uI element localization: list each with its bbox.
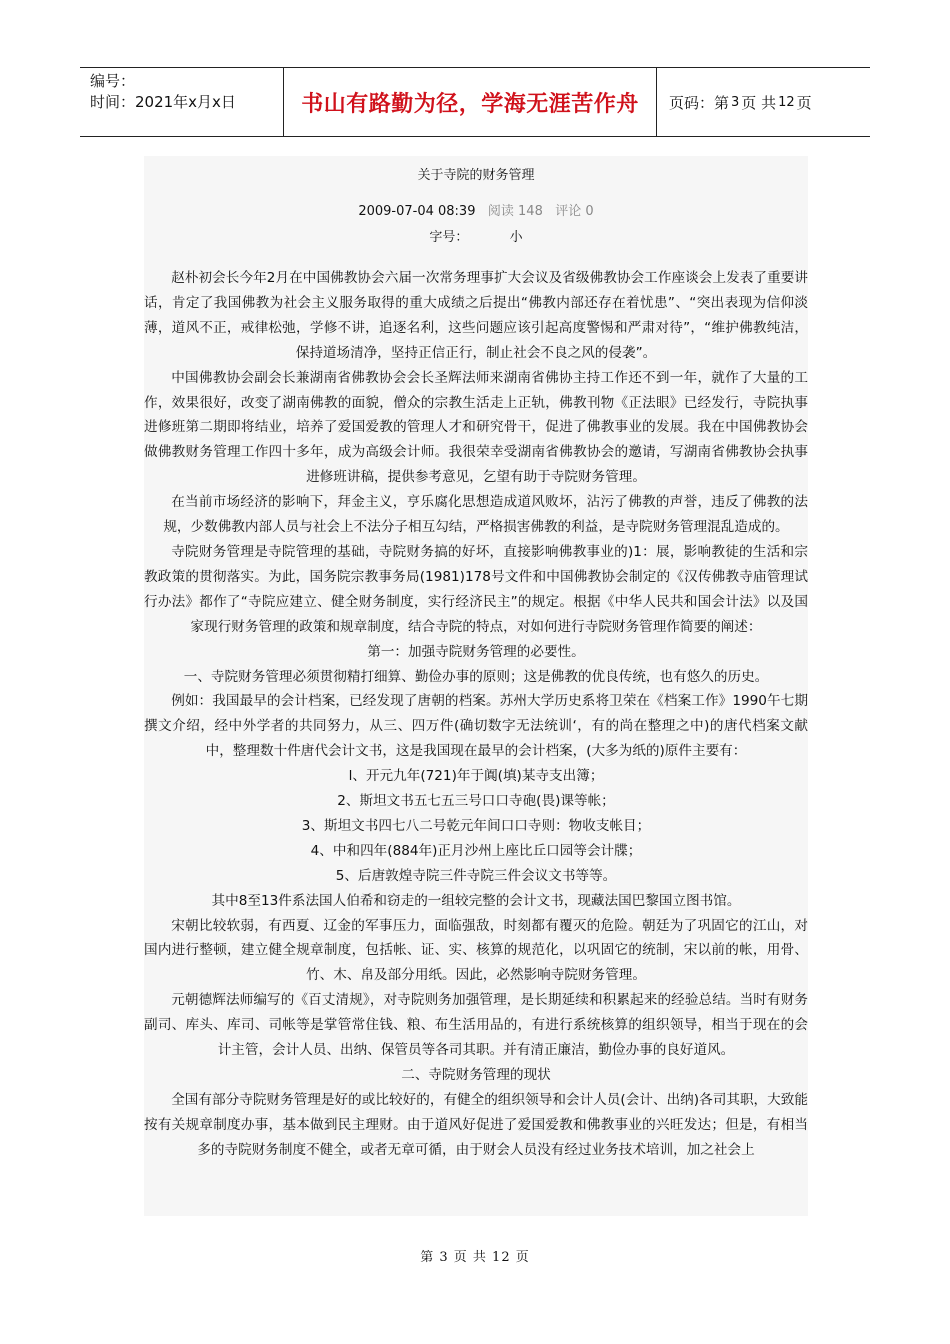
read-count[interactable]: 阅读 148: [487, 204, 543, 219]
document-header: [80, 67, 870, 137]
page-label: 页码：第: [669, 93, 730, 112]
paragraph: 一、寺院财务管理必须贯彻精打细算、勤俭办事的原则；这是佛教的优良传统，也有悠久的历史。: [183, 668, 769, 685]
article-date: 2009-07-04 08:39: [358, 204, 476, 219]
font-size-label: 字号：: [429, 230, 469, 245]
article-panel: [144, 156, 808, 1216]
page-footer: 第 3 页 共 12 页: [420, 1250, 530, 1265]
page-mid: 页 共: [741, 93, 777, 112]
font-size-control: [144, 226, 808, 245]
paragraph: 元朝德辉法师编写的《百丈清规》，对寺院则务加强管理，是长期延续和积累起来的经验总结。当时有财务副司、库头、库司、司帐等是掌管常住钱、粮、布生活用品的，有进行系统核算的组织领导，相当于现在的会计主管，会计人员、出纳、保管员等各司其职。并有清正廉洁，勤俭办事的良好道风。: [144, 992, 808, 1059]
paragraph: 中国佛教协会副会长兼湖南省佛教协会会长圣辉法师来湖南省佛协主持工作还不到一年，就作了大量的工作，效果很好，改变了湖南佛教的面貌，僧众的宗教生活走上正轨，佛教刊物《正法眼》已经发行，寺院执事进修班第二期即将结业，培养了爱国爱教的管理人才和研究骨干，促进了佛教事业的发展。我在中国佛教协会做佛教财务管理工作四十多年，成为高级会计师。我很荣幸受湖南省佛教协会的邀请，写湖南省佛教协会执事进修班讲稿，提供参考意见，乞望有助于寺院财务管理。: [144, 369, 808, 486]
page-total: 12: [778, 94, 795, 110]
header-info: [80, 68, 284, 136]
paragraph: 例如：我国最早的会计档案，已经发现了唐朝的档案。苏州大学历史系将卫荣在《档案工作》1990午七期撰文介绍，经中外学者的共同努力，从三、四万件(确切数字无法统训‘，有的尚在整理之中)的唐代档案文献中，整理数十件唐代会计文书，这是我国现在最早的会计档案，(大多为纸的)原件主要有：: [144, 693, 808, 760]
page-indicator: [657, 68, 870, 136]
list-item: 4、中和四年(884年)正月沙州上座比丘口园等会计牒；: [310, 842, 642, 859]
time-label: 时间：2021年x月x日: [90, 93, 236, 111]
list-item: 3、斯坦文书四七八二号乾元年间口口寺则：物收支帐目；: [301, 817, 651, 834]
section-heading: 第一：加强寺院财务管理的必要性。: [367, 643, 585, 660]
paragraph: 赵朴初会长今年2月在中国佛教协会六届一次常务理事扩大会议及省级佛教协会工作座谈会上发表了重要讲话，肯定了我国佛教为社会主义服务取得的重大成绩之后提出“佛教内部还存在着忧患”、“突出表现为信仰淡薄，道风不正，戒律松弛，学修不讲，追逐名利，这些问题应该引起高度警惕和严肃对待”，“维护佛教纯洁，保持道场清净，坚持正信正行，制止社会不良之风的侵袭”。: [144, 270, 808, 361]
motto: 书山有路勤为径，学海无涯苦作舟: [284, 68, 657, 136]
number-label: 编号：: [90, 72, 136, 90]
section-heading: 二、寺院财务管理的现状: [401, 1067, 551, 1083]
font-size-small[interactable]: 小: [509, 230, 523, 245]
paragraph: 其中8至13件系法国人伯希和窃走的一组较完整的会计文书，现藏法国巴黎国立图书馆。: [211, 892, 741, 909]
article-body: [144, 266, 808, 1163]
paragraph: 宋朝比较软弱，有西夏、辽金的军事压力，面临强敌，时刻都有覆灭的危险。朝廷为了巩固它的江山，对国内进行整顿，建立健全规章制度，包括帐、证、实、核算的规范化，以巩固它的统制，宋以前的帐，用骨、竹、木、帛及部分用纸。因此，必然影响寺院财务管理。: [144, 917, 808, 984]
paragraph: 在当前市场经济的影响下，拜金主义，亨乐腐化思想造成道风败坏，沾污了佛教的声誉，违反了佛教的法规，少数佛教内部人员与社会上不法分子相互勾结，严格损害佛教的利益，是寺院财务管理混乱造成的。: [163, 494, 808, 536]
article-title: 关于寺院的财务管理: [417, 168, 535, 183]
article-meta: [144, 200, 808, 219]
paragraph: 寺院财务管理是寺院管理的基础，寺院财务搞的好坏，直接影响佛教事业的)1：展，影响教徒的生活和宗教政策的贯彻落实。为此，国务院宗教事务局(1981)178号文件和中国佛教协会制定的《汉传佛教寺庙管理试行办法》都作了“寺院应建立、健全财务制度，实行经济民主”的规定。根据《中华人民共和国会计法》以及国家现行财务管理的政策和规章制度，结合寺院的特点，对如何进行寺院财务管理作简要的阐述：: [144, 543, 808, 635]
page-end: 页: [796, 93, 812, 112]
list-item: l、开元九年(721)年于阗(填)某寺支出簿；: [348, 768, 604, 785]
list-item: 2、斯坦文书五七五三号口口寺砲(畏)课等帐；: [337, 793, 615, 810]
page-current: 3: [731, 94, 740, 110]
list-item: 5、后唐敦煌寺院三件寺院三件会议文书等等。: [335, 867, 617, 884]
comment-count[interactable]: 评论 0: [555, 204, 594, 219]
paragraph: 全国有部分寺院财务管理是好的或比较好的，有健全的组织领导和会计人员(会计、出纳)各司其职，大致能按有关规章制度办事，基本做到民主理财。由于道风好促进了爱国爱教和佛教事业的兴旺发达；但是，有相当多的寺院财务制度不健全，或者无章可循，由于财会人员没有经过业务技术培训，加之社会上: [144, 1091, 808, 1158]
